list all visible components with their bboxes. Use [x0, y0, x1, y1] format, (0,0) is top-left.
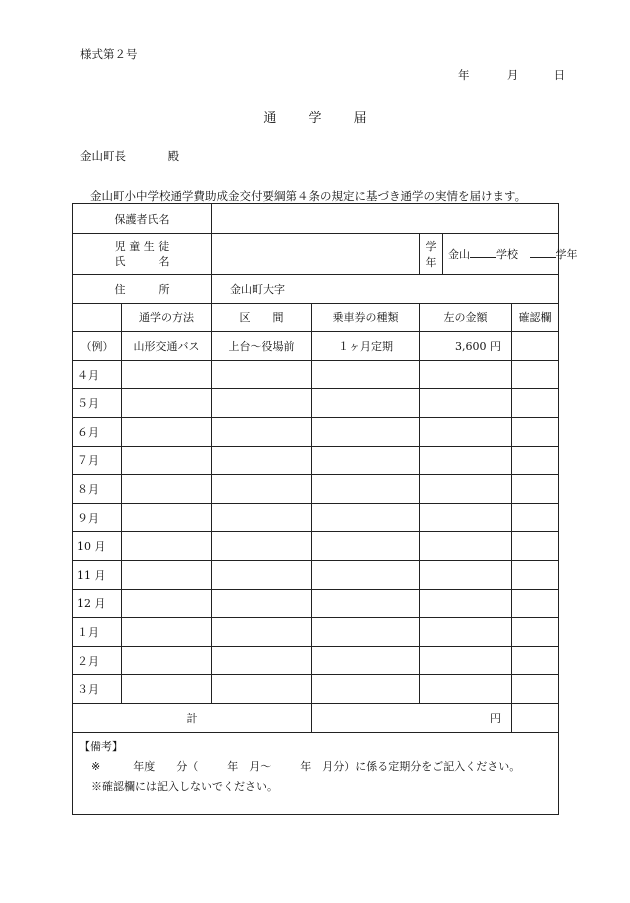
remarks-mark: ※ [91, 759, 101, 773]
header-section: 区 間 [212, 303, 312, 332]
month-label: ５月 [73, 389, 122, 418]
remarks-title: 【備考】 [79, 739, 123, 753]
table-row [73, 360, 559, 389]
address-field[interactable]: 金山町大字 [212, 275, 559, 304]
method-cell[interactable] [122, 389, 212, 418]
confirm-cell [512, 475, 559, 504]
remarks-line1 [79, 757, 552, 777]
month-label: ９月 [73, 503, 122, 532]
ticket-cell[interactable] [312, 646, 420, 675]
school-prefix: 金山 [448, 248, 470, 261]
confirm-cell [512, 618, 559, 647]
amount-cell[interactable] [420, 646, 512, 675]
amount-cell[interactable] [420, 360, 512, 389]
method-cell[interactable] [122, 360, 212, 389]
total-row [73, 703, 559, 732]
amount-cell[interactable] [420, 675, 512, 704]
method-cell[interactable] [122, 475, 212, 504]
address-label: 住 所 [73, 275, 212, 304]
title-char: 学 [308, 111, 322, 126]
grade-label: 学 年 [420, 234, 443, 274]
section-cell[interactable] [212, 475, 312, 504]
section-cell[interactable] [212, 618, 312, 647]
section-cell[interactable] [212, 560, 312, 589]
method-cell[interactable] [122, 532, 212, 561]
month-label: ４月 [73, 360, 122, 389]
table-row [73, 417, 559, 446]
table-row [73, 560, 559, 589]
table-row [73, 646, 559, 675]
date-year: 年 [458, 68, 470, 82]
table-row [73, 675, 559, 704]
table-row [73, 475, 559, 504]
remarks-portion: 分（ [176, 759, 199, 773]
method-cell[interactable] [122, 646, 212, 675]
table-row [73, 503, 559, 532]
remarks-row [73, 732, 559, 814]
ticket-cell[interactable] [312, 446, 420, 475]
section-cell[interactable] [212, 417, 312, 446]
section-cell[interactable] [212, 675, 312, 704]
table-row [73, 532, 559, 561]
ticket-cell[interactable] [312, 675, 420, 704]
remarks [73, 732, 559, 814]
amount-cell[interactable] [420, 475, 512, 504]
example-section: 上台～役場前 [212, 332, 312, 361]
section-cell[interactable] [212, 646, 312, 675]
month-label: 11 月 [73, 560, 122, 589]
title-char: 通 [263, 111, 277, 126]
remarks-fiscal-year: 年度 [133, 759, 156, 773]
table-row [73, 389, 559, 418]
example-confirm [512, 332, 559, 361]
header-confirm: 確認欄 [512, 303, 559, 332]
table-row [73, 618, 559, 647]
month-label: １月 [73, 618, 122, 647]
table-row [73, 589, 559, 618]
amount-cell[interactable] [420, 589, 512, 618]
amount-cell[interactable] [420, 446, 512, 475]
ticket-cell[interactable] [312, 560, 420, 589]
month-label: ８月 [73, 475, 122, 504]
remarks-line2: ※確認欄には記入しないでください。 [91, 779, 278, 793]
method-cell[interactable] [122, 589, 212, 618]
total-label: 計 [73, 703, 312, 732]
student-label-line2: 氏 名 [114, 255, 170, 268]
confirm-cell [512, 532, 559, 561]
method-cell[interactable] [122, 417, 212, 446]
amount-cell[interactable] [420, 532, 512, 561]
section-cell[interactable] [212, 360, 312, 389]
ticket-cell[interactable] [312, 360, 420, 389]
section-cell[interactable] [212, 532, 312, 561]
school-grade-field[interactable] [443, 246, 578, 262]
month-label: ２月 [73, 646, 122, 675]
address-row [73, 275, 559, 304]
commute-form-table [72, 203, 578, 815]
confirm-cell [512, 589, 559, 618]
student-name-field[interactable] [212, 234, 420, 275]
total-amount[interactable]: 円 [312, 703, 512, 732]
month-label: ６月 [73, 417, 122, 446]
addressee-suffix: 殿 [167, 149, 180, 163]
total-confirm [512, 703, 559, 732]
amount-cell[interactable] [420, 417, 512, 446]
amount-cell[interactable] [420, 389, 512, 418]
guardian-label: 保護者氏名 [73, 204, 212, 234]
remarks-from: 年 月～ [227, 759, 272, 773]
section-cell[interactable] [212, 446, 312, 475]
confirm-cell [512, 417, 559, 446]
month-label: 12 月 [73, 589, 122, 618]
amount-cell[interactable] [420, 560, 512, 589]
date-line [458, 67, 565, 83]
student-row [73, 234, 559, 275]
example-amount: 3,600 円 [420, 332, 512, 361]
example-method: 山形交通バス [122, 332, 212, 361]
ticket-cell[interactable] [312, 618, 420, 647]
method-cell[interactable] [122, 503, 212, 532]
section-cell[interactable] [212, 389, 312, 418]
method-cell[interactable] [122, 618, 212, 647]
header-amount: 左の金額 [420, 303, 512, 332]
ticket-cell[interactable] [312, 503, 420, 532]
header-method: 通学の方法 [122, 303, 212, 332]
addressee [80, 148, 179, 164]
method-cell[interactable] [122, 446, 212, 475]
ticket-cell[interactable] [312, 389, 420, 418]
table-header-row [73, 303, 559, 332]
ticket-cell[interactable] [312, 417, 420, 446]
grade-cell [420, 234, 578, 275]
guardian-name-field[interactable] [212, 204, 559, 234]
month-label: 10 月 [73, 532, 122, 561]
title-char: 届 [353, 111, 367, 126]
student-label-line1: 児 童 生 徒 [114, 240, 170, 253]
ticket-cell[interactable] [312, 532, 420, 561]
addressee-name: 金山町長 [80, 149, 126, 163]
method-cell[interactable] [122, 675, 212, 704]
student-label [73, 234, 212, 275]
example-ticket: １ヶ月定期 [312, 332, 420, 361]
document-title [0, 107, 630, 126]
confirm-cell [512, 646, 559, 675]
confirm-cell [512, 360, 559, 389]
remarks-to: 年 月分）に係る定期分をご記入ください。 [300, 759, 521, 773]
confirm-cell [512, 389, 559, 418]
grade-suffix: 学年 [555, 248, 578, 261]
confirm-cell [512, 503, 559, 532]
example-row [73, 332, 559, 361]
section-cell[interactable] [212, 503, 312, 532]
intro-statement: 金山町小中学校通学費助成金交付要綱第４条の規定に基づき通学の実情を届けます。 [90, 189, 527, 203]
month-label: ７月 [73, 446, 122, 475]
form-number: 様式第２号 [80, 47, 138, 61]
date-month: 月 [506, 68, 519, 82]
method-cell[interactable] [122, 560, 212, 589]
header-blank [73, 303, 122, 332]
table-row [73, 446, 559, 475]
month-label: ３月 [73, 675, 122, 704]
guardian-row [73, 204, 559, 234]
ticket-cell[interactable] [312, 589, 420, 618]
section-cell[interactable] [212, 589, 312, 618]
amount-cell[interactable] [420, 503, 512, 532]
confirm-cell [512, 446, 559, 475]
confirm-cell [512, 675, 559, 704]
school-suffix: 学校 [496, 248, 518, 261]
example-label: （例） [73, 332, 122, 361]
ticket-cell[interactable] [312, 475, 420, 504]
header-ticket: 乗車券の種類 [312, 303, 420, 332]
date-day: 日 [553, 68, 566, 82]
amount-cell[interactable] [420, 618, 512, 647]
confirm-cell [512, 560, 559, 589]
